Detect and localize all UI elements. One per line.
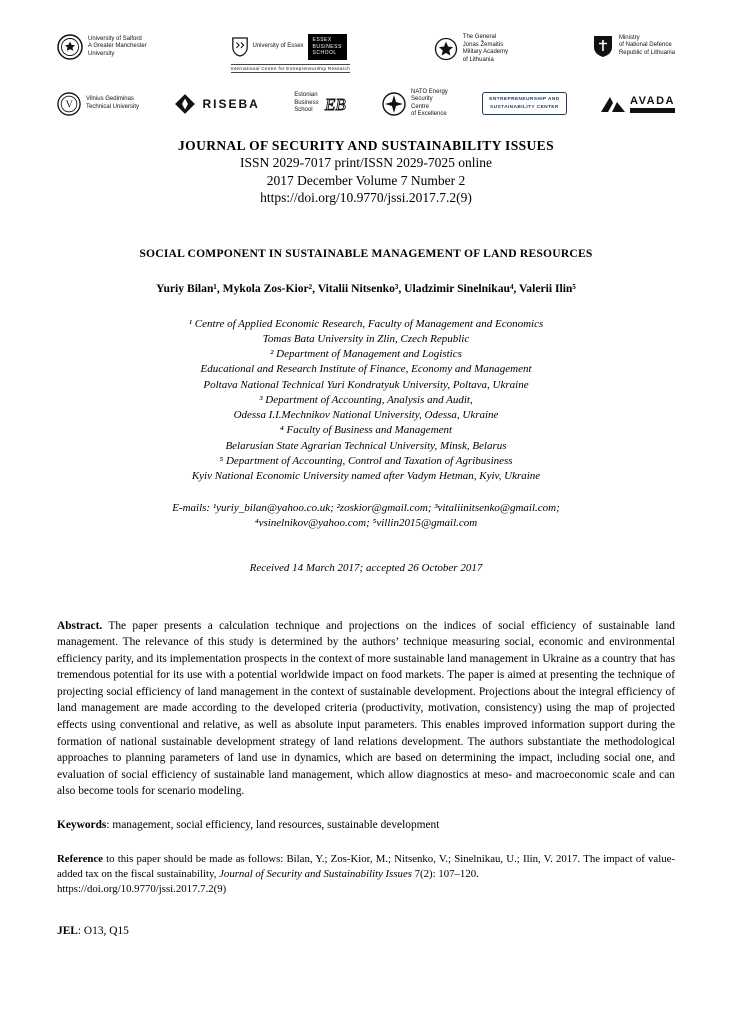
logo-text-line: Vilnius Gediminas xyxy=(86,96,134,102)
military-academy-label xyxy=(463,34,508,64)
reference-label: Reference xyxy=(57,853,103,866)
article-title: SOCIAL COMPONENT IN SUSTAINABLE MANAGEMENT OF LAND RESOURCES xyxy=(139,246,593,260)
keywords-line xyxy=(57,819,675,831)
affiliation-line: ⁵ Department of Accounting, Control and Taxation of Agribusiness xyxy=(219,454,513,467)
logo-text-line: School xyxy=(294,107,313,114)
emails-line[interactable]: ⁴vsinelnikov@yahoo.com; ⁵villin2015@gmail.com xyxy=(254,517,478,530)
keywords-text: : management, social efficiency, land resources, sustainable development xyxy=(106,819,440,832)
logo-text-line: Ministry xyxy=(618,34,640,41)
article-authors: Yuriy Bilan¹, Mykola Zos-Kior², Vitalii Nitsenko³, Uladzimir Sinelnikau⁴, Valerii Ilin⁵ xyxy=(156,281,576,295)
logo-text-line: of Excellence xyxy=(411,111,447,117)
logo-text-line: of Lithuania xyxy=(462,56,494,63)
icee-label: International Centre for Entrepreneurship Research xyxy=(230,65,350,71)
received-accepted-line: Received 14 March 2017; accepted 26 October 2017 xyxy=(249,561,483,574)
ministry-shield-icon xyxy=(592,34,614,58)
salford-crest-icon xyxy=(57,34,83,60)
logo-text-line: SCHOOL xyxy=(312,50,337,56)
journal-header xyxy=(57,137,675,207)
abstract-label: Abstract. xyxy=(57,619,103,632)
salford-label xyxy=(88,36,147,59)
affiliation-line: ³ Department of Accounting, Analysis and Audit, xyxy=(259,393,473,406)
emails-line[interactable]: E-mails: ¹yuriy_bilan@yahoo.co.uk; ²zoskior@gmail.com; ³vitaliinitsenko@gmail.com; xyxy=(172,502,560,515)
logo-text-line: Technical University xyxy=(86,103,140,110)
essex-label xyxy=(253,43,304,51)
logo-riseba xyxy=(173,92,259,116)
journal-issn: ISSN 2029-7017 print/ISSN 2029-7025 online xyxy=(239,155,492,171)
logo-text-line: Military Academy xyxy=(462,49,509,55)
ebs-monogram-icon xyxy=(324,92,348,116)
logo-ministry-national-defence xyxy=(592,34,675,58)
avada-wordmark xyxy=(630,95,675,113)
logo-text-line: Republic of Lithuania xyxy=(618,49,675,56)
affiliation-line: Poltava National Technical Yuri Kondratyuk University, Poltava, Ukraine xyxy=(203,378,529,391)
logo-text-line: The General xyxy=(462,34,497,40)
affiliation-line: ⁴ Faculty of Business and Management xyxy=(279,424,453,437)
reference-pages: 7(2): 107–120. xyxy=(411,868,479,881)
nato-ensec-label xyxy=(411,89,448,119)
riseba-label: RISEBA xyxy=(202,96,260,111)
jel-text: : O13, Q15 xyxy=(77,924,129,937)
essex-business-school-box xyxy=(308,34,347,60)
essex-shield-icon xyxy=(231,36,249,58)
logo-text-line: A Greater Manchester xyxy=(88,43,147,50)
logo-text-line: NATO Energy xyxy=(411,88,448,95)
affiliation-line: Educational and Research Institute of Finance, Economy and Management xyxy=(200,363,532,376)
riseba-diamond-icon xyxy=(173,92,197,116)
reference-paragraph xyxy=(57,852,675,898)
vgtu-seal-icon xyxy=(57,92,81,116)
logo-vgtu xyxy=(57,92,139,116)
svg-text:V: V xyxy=(65,99,74,111)
affiliation-line: Kyiv National Economic University named after Vadym Hetman, Kyiv, Ukraine xyxy=(191,469,541,482)
avada-triangles-icon xyxy=(601,96,625,112)
reference-text: to this paper should be made as follows: Bilan, Y.; Zos-Kior, M.; Nitsenko, V.; Sinelnikau, U.; Ilin, V. 2017. The impact of value-added tax on the fiscal sustainability, xyxy=(57,853,675,881)
journal-issue: 2017 December Volume 7 Number 2 xyxy=(266,172,466,188)
avada-label: AVADA xyxy=(630,94,675,107)
affiliation-line: Odessa I.I.Mechnikov National University, Odessa, Ukraine xyxy=(233,409,499,422)
logo-text-line: University of Salford xyxy=(88,35,142,42)
logo-text-line: University xyxy=(88,50,115,57)
logo-row-1 xyxy=(57,34,675,73)
affiliation-line: ² Department of Management and Logistics xyxy=(270,348,462,361)
logo-text-line: University of Essex xyxy=(252,43,304,49)
logo-text-line: Centre xyxy=(411,103,430,110)
avada-bar xyxy=(630,108,675,113)
logo-text-line: Estonian xyxy=(294,92,318,99)
logo-text-line: ESSEX xyxy=(312,37,332,43)
ministry-label xyxy=(619,35,675,58)
emails-block xyxy=(57,501,675,531)
logo-text-line: BUSINESS xyxy=(312,43,342,50)
header-logos xyxy=(57,34,675,119)
logo-military-academy-lithuania xyxy=(434,34,508,64)
keywords-label: Keywords xyxy=(57,819,107,832)
military-academy-emblem-icon xyxy=(434,36,458,62)
abstract-text: The paper presents a calculation technique and projections on the indices of social efficiency of sustainable land management. The relevance of this study is determined by the authors’ technique measuring social, economic and environmental efficiency parity, and its implementation prospects in the context of more sustainable land management in Ukraine as a country that has tremendous potential for its use with a potential worldwide impact on food markets. The paper is aimed at presenting the technique of projecting social efficiency of land management in the context of sustainable development. Projections about the integral efficiency of land management are made according to the developed criteria (productivity, motivation, consistency) using the map of projected effects using conventional and relative, as well as absolute input parameters. This enables improved information support during the formation of national sustainable development strategy of land relations development. The authors substantiate the methodological approaches to planning parameters of land use in dynamics, which are based on determining the impact, including social one, and evaluation of social efficiency of sustainable land management, which allow diagnostics at meso- and macroeconomic scale and can also become tools for scenario modeling. xyxy=(57,619,675,798)
affiliation-line: Tomas Bata University in Zlin, Czech Republic xyxy=(262,333,470,346)
logo-text-line: ENTREPRENEURSHIP AND xyxy=(489,97,560,103)
journal-doi-link[interactable]: https://doi.org/10.9770/jssi.2017.7.2(9) xyxy=(260,190,472,206)
logo-university-of-salford xyxy=(57,34,147,60)
abstract-paragraph xyxy=(57,618,675,801)
logo-text-line: Jonas Žemaitis xyxy=(462,41,504,48)
ebs-label xyxy=(294,92,318,115)
logo-entrepreneurship-sustainability-center xyxy=(482,92,566,114)
journal-title: JOURNAL OF SECURITY AND SUSTAINABILITY ISSUES xyxy=(178,137,554,153)
reference-doi-link[interactable]: https://doi.org/10.9770/jssi.2017.7.2(9) xyxy=(57,883,227,896)
logo-nato-ensec-coe xyxy=(382,89,448,119)
jel-label: JEL xyxy=(57,924,78,937)
logo-row-2 xyxy=(57,89,675,119)
affiliation-line: Belarusian State Agrarian Technical University, Minsk, Belarus xyxy=(225,439,507,452)
logo-estonian-business-school xyxy=(294,92,347,116)
logo-university-of-essex xyxy=(231,34,350,73)
logo-avada xyxy=(601,95,675,113)
logo-text-line: of National Defence xyxy=(618,42,672,49)
affiliation-line: ¹ Centre of Applied Economic Research, Faculty of Management and Economics xyxy=(188,317,544,330)
vgtu-label xyxy=(86,96,139,111)
logo-text-line: Security xyxy=(411,96,433,102)
nato-ensec-emblem-icon xyxy=(382,92,406,116)
svg-text:EB: EB xyxy=(324,94,346,114)
jel-line xyxy=(57,925,675,937)
logo-text-line: SUSTAINABILITY CENTER xyxy=(490,104,559,110)
logo-text-line: Business xyxy=(294,99,319,106)
affiliations xyxy=(57,317,675,484)
reference-journal-name: Journal of Security and Sustainability Issues xyxy=(219,868,412,881)
